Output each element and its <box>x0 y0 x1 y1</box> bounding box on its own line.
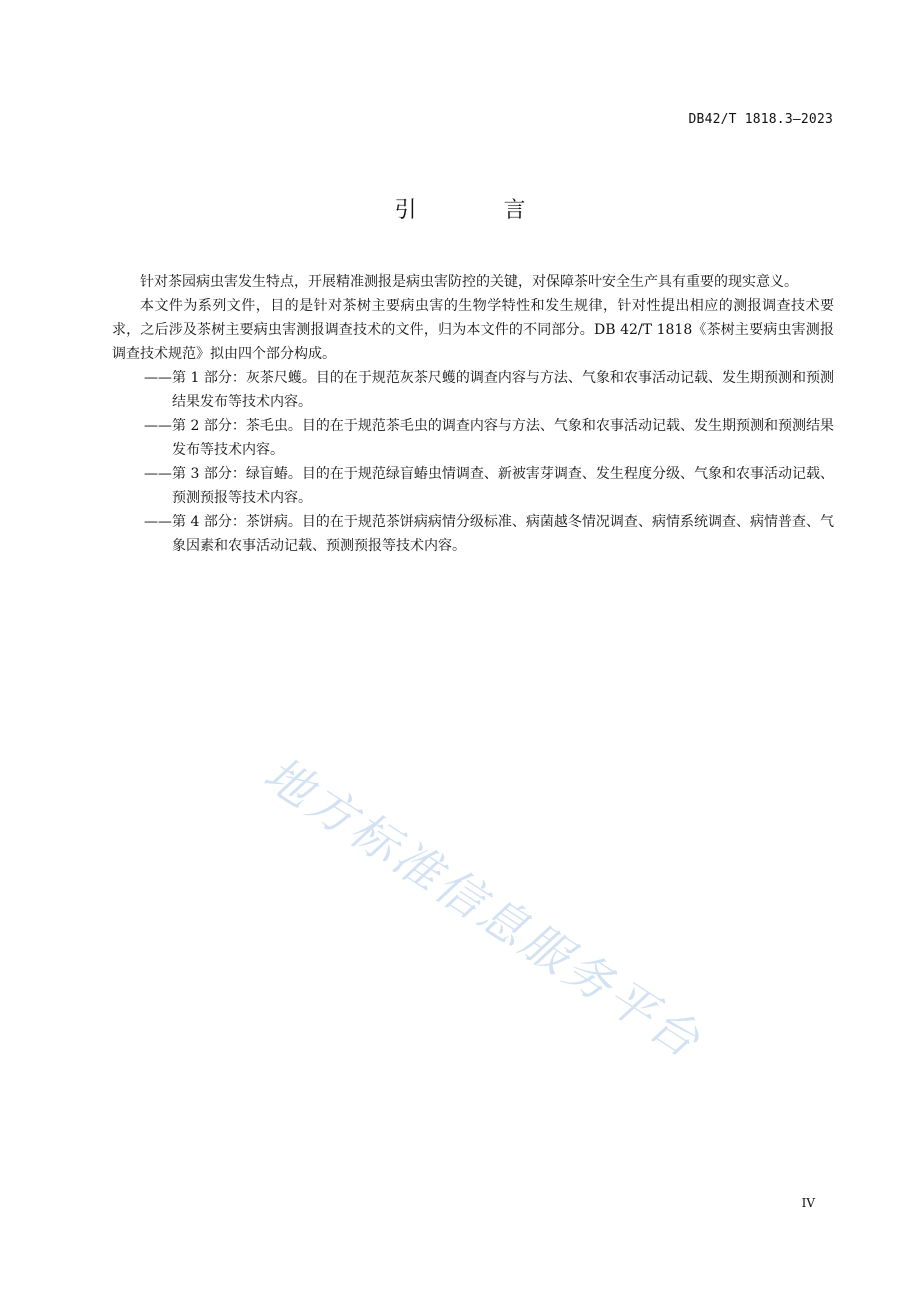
list-item-text: 第 2 部分：茶毛虫。目的在于规范茶毛虫的调查内容与方法、气象和农事活动记载、发生期预测和预测结果发布等技术内容。 <box>172 418 834 458</box>
page-number: IV <box>801 1196 815 1210</box>
watermark: 地方标准信息服务平台 <box>253 746 712 1071</box>
list-item <box>112 462 834 510</box>
page-title: 引 言 <box>394 198 566 223</box>
dash-marker: —— <box>144 370 172 386</box>
list-item-text: 第 3 部分：绿盲蝽。目的在于规范绿盲蝽虫情调查、新被害芽调查、发生程度分级、气象和农事活动记载、预测预报等技术内容。 <box>172 466 834 506</box>
list-item <box>112 414 834 462</box>
dash-marker: —— <box>144 466 172 482</box>
list-item <box>112 510 834 558</box>
dash-marker: —— <box>144 514 172 530</box>
dash-marker: —— <box>144 418 172 434</box>
list-item-text: 第 4 部分：茶饼病。目的在于规范茶饼病病情分级标准、病菌越冬情况调查、病情系统调查、病情普查、气象因素和农事活动记载、预测预报等技术内容。 <box>172 514 834 554</box>
body-content <box>112 270 834 558</box>
list-item-text: 第 1 部分：灰茶尺蠖。目的在于规范灰茶尺蠖的调查内容与方法、气象和农事活动记载、发生期预测和预测结果发布等技术内容。 <box>172 370 834 410</box>
intro-paragraph-1: 针对茶园病虫害发生特点，开展精准测报是病虫害防控的关键，对保障茶叶安全生产具有重要的现实意义。 <box>140 274 798 290</box>
list-item <box>112 366 834 414</box>
document-code: DB42/T 1818.3—2023 <box>688 112 833 127</box>
intro-paragraph-2: 本文件为系列文件，目的是针对茶树主要病虫害的生物学特性和发生规律，针对性提出相应的测报调查技术要求，之后涉及茶树主要病虫害测报调查技术的文件，归为本文件的不同部分。DB 42/T 1818《茶树主要病虫害测报调查技术规范》拟由四个部分构成。 <box>112 298 834 362</box>
